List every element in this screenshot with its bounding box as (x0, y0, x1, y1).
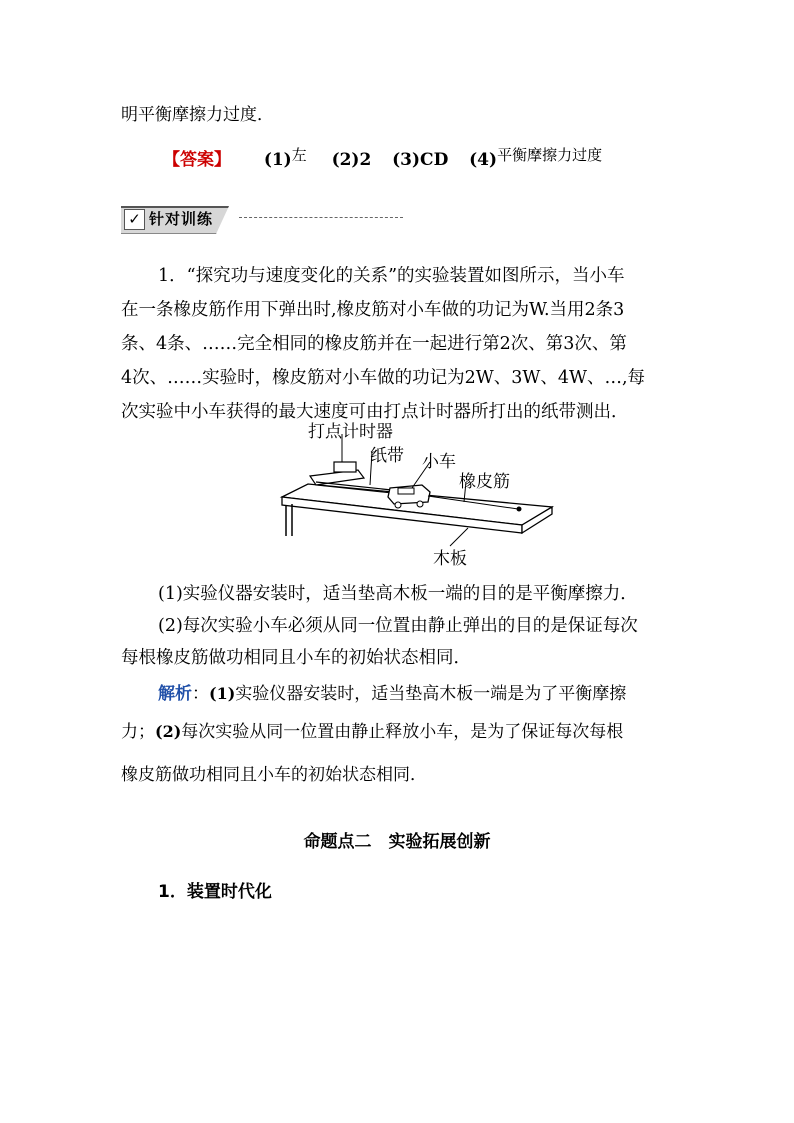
sub-answer-1: (1)实验仪器安装时，适当垫高木板一端的目的是平衡摩擦力． (158, 584, 638, 604)
item-heading: 1．装置时代化 (158, 882, 272, 902)
analysis-text-2a: 力； (121, 722, 155, 742)
question-line-1: 1．“探究功与速度变化的关系”的实验装置如图所示，当小车 (158, 266, 625, 286)
section-title: 命题点二 实验拓展创新 (303, 832, 491, 852)
banner-dashed-rule (239, 217, 403, 218)
answer-part-3: (3)CD (392, 150, 449, 170)
answer-part-1-value: 左 (291, 146, 307, 164)
question-line-2: 在一条橡皮筋作用下弹出时,橡皮筋对小车做的功记为W.当用2条3 (121, 300, 625, 320)
analysis-text-2b: 每次实验从同一位置由静止释放小车，是为了保证每次每根 (181, 722, 624, 742)
practice-banner (121, 206, 403, 233)
answer-line (163, 144, 602, 170)
banner-label: 针对训练 (149, 210, 214, 228)
analysis-colon: ： (192, 684, 209, 704)
question-line-5: 次实验中小车获得的最大速度可由打点计时器所打出的纸带测出． (121, 402, 629, 422)
sub-answer-2-cont: 每根橡皮筋做功相同且小车的初始状态相同． (121, 648, 471, 668)
question-line-3: 条、4条、……完全相同的橡皮筋并在一起进行第2次、第3次、第 (121, 334, 627, 354)
question-line-4: 4次、……实验时，橡皮筋对小车做的功记为2W、3W、4W、…,每 (121, 368, 646, 388)
timer-block (334, 462, 356, 472)
label-board: 木板 (433, 549, 467, 569)
sub-answer-2: (2)每次实验小车必须从同一位置由静止弹出的目的是保证每次 (158, 616, 638, 636)
analysis-line-2 (121, 717, 623, 742)
check-icon: ✓ (124, 209, 145, 230)
continued-text: 明平衡摩擦力过度． (121, 105, 274, 125)
analysis-line-3: 橡皮筋做功相同且小车的初始状态相同． (121, 765, 427, 785)
analysis-line-1 (158, 679, 626, 704)
answer-part-4: (4) (469, 150, 498, 170)
analysis-text-1: 实验仪器安装时，适当垫高木板一端是为了平衡摩擦 (235, 684, 627, 704)
label-timer: 打点计时器 (308, 422, 393, 442)
label-rubber: 橡皮筋 (459, 472, 510, 492)
answer-tag: 【答案】 (163, 150, 231, 170)
answer-part-4-value: 平衡摩擦力过度 (497, 146, 603, 164)
answer-part-1: (1) (263, 150, 292, 170)
cart-top (398, 488, 414, 494)
analysis-part-1: (1) (209, 684, 236, 703)
cart-wheel-2 (417, 501, 423, 507)
cart-wheel-1 (395, 502, 401, 508)
label-tape: 纸带 (370, 446, 404, 466)
answer-part-2: (2)2 (331, 150, 372, 170)
analysis-tag: 解析 (158, 684, 192, 704)
label-cart: 小车 (422, 452, 456, 472)
analysis-part-2: (2) (155, 722, 182, 741)
nail (517, 507, 522, 512)
